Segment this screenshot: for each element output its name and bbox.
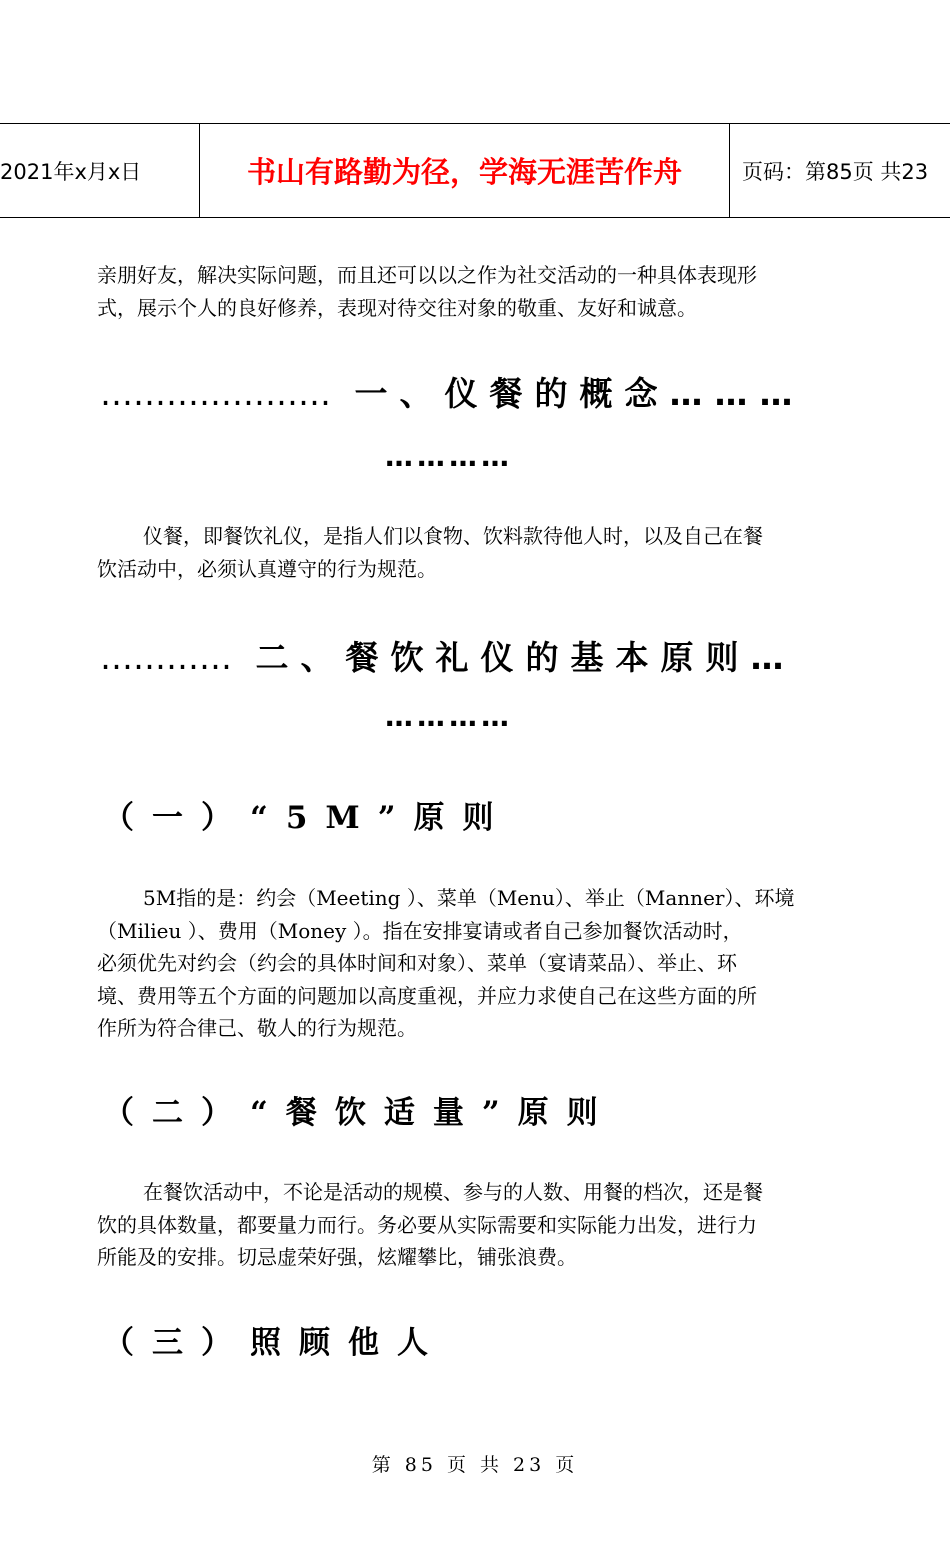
heading-dots: ………… [100,638,232,677]
subheading-1: （一）“5M”原则 [103,800,512,836]
paragraph-line: 饮活动中，必须认真遵守的行为规范。 [97,556,437,581]
paragraph-line: 仪餐，即餐饮礼仪，是指人们以食物、饮料款待他人时，以及自己在餐 [143,524,763,548]
paragraph-line: 饮的具体数量，都要量力而行。务必要从实际需要和实际能力出发，进行力 [97,1212,757,1237]
page-footer: 第 85 页 共 23 页 [371,1454,579,1476]
paragraph-2 [97,520,857,585]
heading-dots-continuation: ………… [385,700,513,733]
subheading-2: （二）“餐饮适量”原则 [103,1095,616,1131]
paragraph-line: 5M指的是：约会（Meeting ）、菜单（Menu）、举止（Manner）、环境 [143,886,795,910]
section-heading-2 [100,632,840,679]
paragraph-1 [97,259,857,324]
paragraph-3 [97,882,857,1045]
paragraph-line: 所能及的安排。切忌虚荣好强，炫耀攀比，铺张浪费。 [97,1245,577,1269]
subheading-3: （三）照顾他人 [103,1325,446,1361]
paragraph-line: 必须优先对约会（约会的具体时间和对象）、菜单（宴请菜品）、举止、环 [97,951,737,975]
header-motto: 书山有路勤为径，学海无涯苦作舟 [200,124,730,217]
heading-text: 二、餐饮礼仪的基本原则… [255,638,796,677]
paragraph-line: （Milieu ）、费用（Money ）。指在安排宴请或者自己参加餐饮活动时， [97,918,743,943]
paragraph-line: 在餐饮活动中，不论是活动的规模、参与的人数、用餐的档次，还是餐 [143,1180,763,1204]
paragraph-line: 作所为符合律己、敬人的行为规范。 [97,1016,417,1040]
heading-text: 一、仪餐的概念……… [354,374,805,413]
heading-dots: ………………… [100,374,331,413]
paragraph-line: 亲朋好友，解决实际问题，而且还可以以之作为社交活动的一种具体表现形 [97,263,757,287]
heading-dots-continuation: ………… [385,440,513,473]
paragraph-4 [97,1176,857,1274]
paragraph-line: 式，展示个人的良好修养，表现对待交往对象的敬重、友好和诚意。 [97,295,697,320]
paragraph-line: 境、费用等五个方面的问题加以高度重视，并应力求使自己在这些方面的所 [97,983,757,1008]
header-page-info: 页码：第85页 共23 [742,159,929,184]
header-date: 2021年x月x日 [0,124,200,217]
page-header [0,123,950,218]
section-heading-1 [100,368,840,415]
